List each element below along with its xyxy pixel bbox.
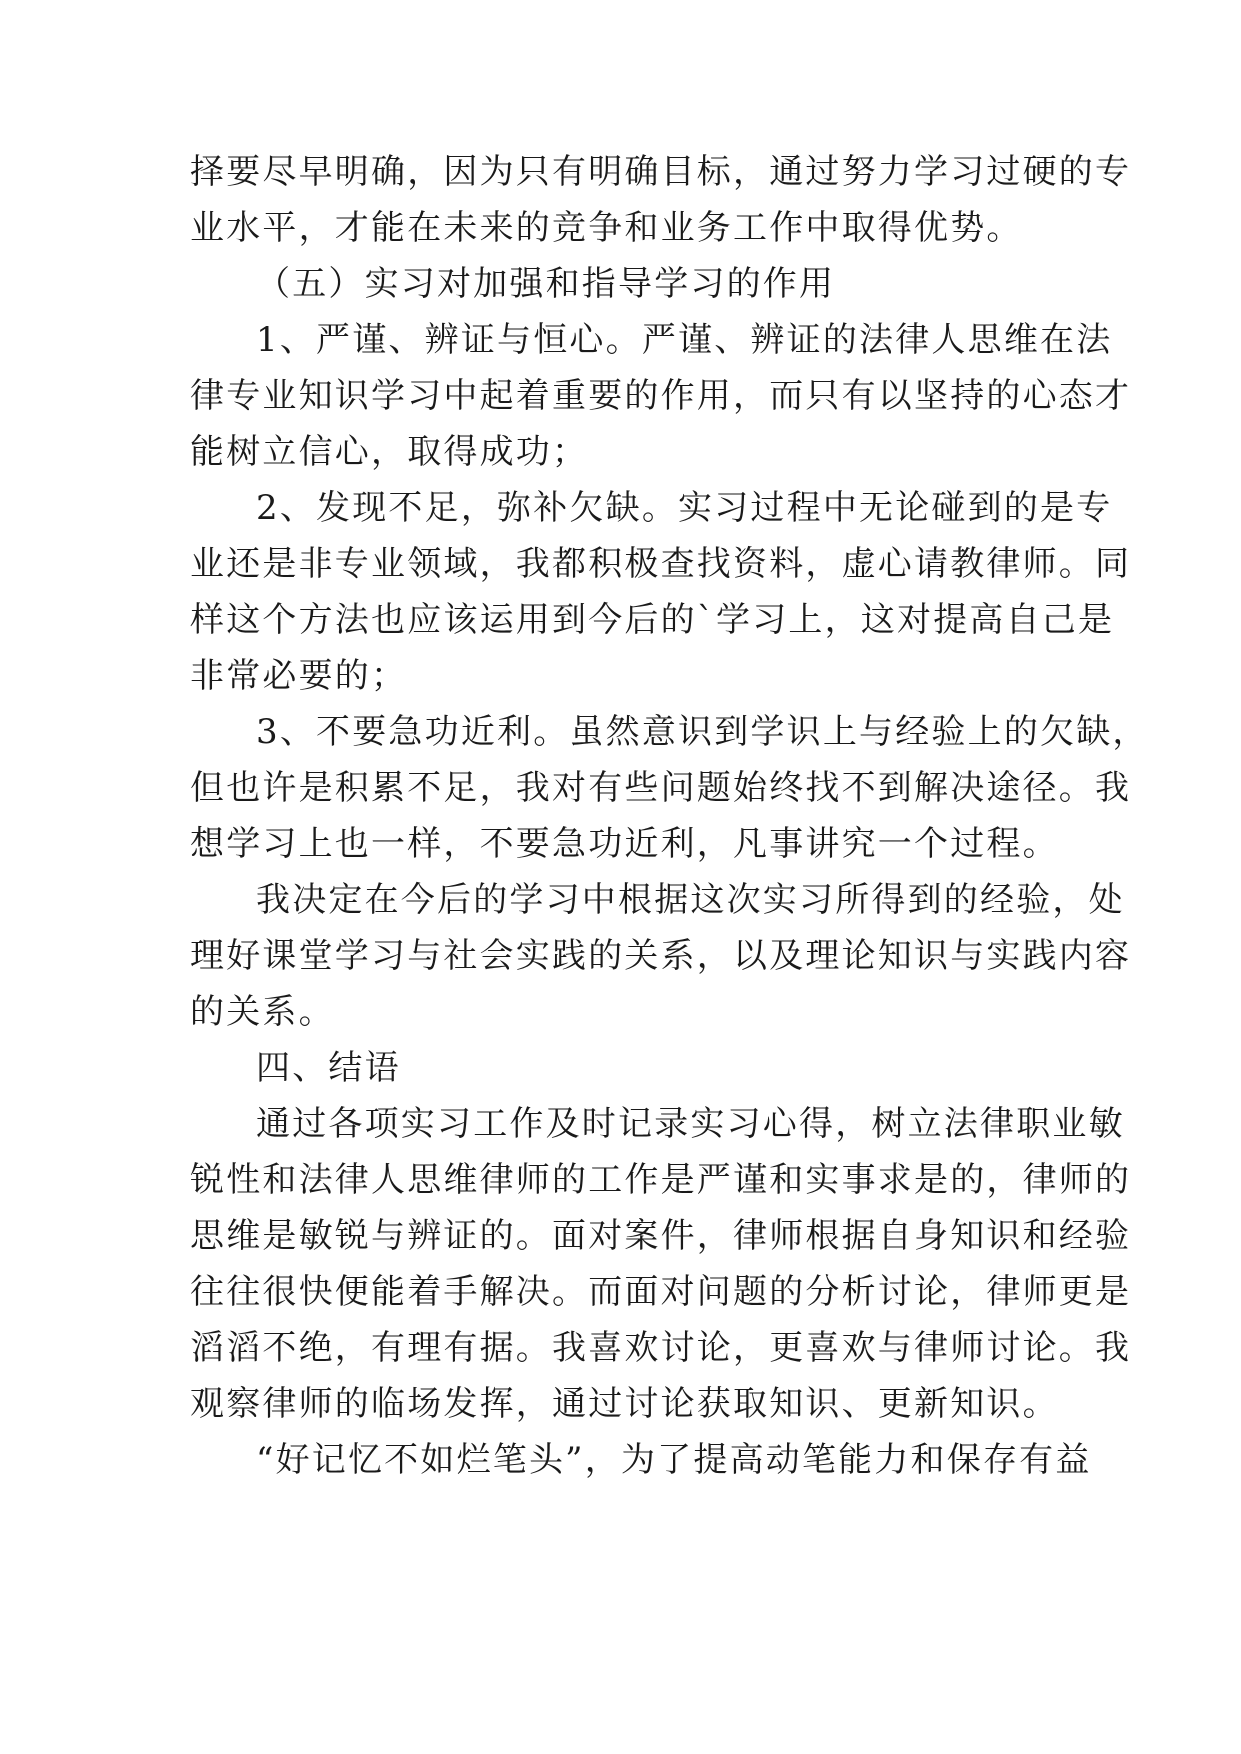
text-line: 律专业知识学习中起着重要的作用，而只有以坚持的心态才 bbox=[190, 376, 1132, 416]
text-line: 理好课堂学习与社会实践的关系，以及理论知识与实践内容 bbox=[190, 936, 1132, 976]
section-heading: （五）实习对加强和指导学习的作用 bbox=[256, 264, 836, 304]
text-line: 但也许是积累不足，我对有些问题始终找不到解决途径。我 bbox=[190, 768, 1132, 808]
text-line: 的关系。 bbox=[190, 992, 335, 1032]
text-line: 往往很快便能着手解决。而面对问题的分析讨论，律师更是 bbox=[190, 1272, 1132, 1312]
text-line: 我决定在今后的学习中根据这次实习所得到的经验，处 bbox=[256, 880, 1125, 920]
text-line: 想学习上也一样，不要急功近利，凡事讲究一个过程。 bbox=[190, 824, 1059, 864]
text-line: 能树立信心，取得成功； bbox=[190, 432, 589, 472]
text-line: 业还是非专业领域，我都积极查找资料，虚心请教律师。同 bbox=[190, 544, 1132, 584]
text-line: 2、发现不足，弥补欠缺。实习过程中无论碰到的是专 bbox=[256, 488, 1113, 528]
text-line: 思维是敏锐与辨证的。面对案件，律师根据自身知识和经验 bbox=[190, 1216, 1132, 1256]
text-line: 样这个方法也应该运用到今后的`学习上，这对提高自己是 bbox=[190, 600, 1115, 640]
text-line: 非常必要的； bbox=[190, 656, 408, 696]
text-line: 通过各项实习工作及时记录实习心得，树立法律职业敏 bbox=[256, 1104, 1125, 1144]
text-line: 3、不要急功近利。虽然意识到学识上与经验上的欠缺， bbox=[256, 712, 1149, 752]
text-line: 择要尽早明确，因为只有明确目标，通过努力学习过硬的专 bbox=[190, 152, 1132, 192]
section-heading: 四、结语 bbox=[256, 1048, 401, 1088]
text-line: 业水平，才能在未来的竞争和业务工作中取得优势。 bbox=[190, 208, 1023, 248]
text-line: “好记忆不如烂笔头”，为了提高动笔能力和保存有益 bbox=[256, 1440, 1092, 1480]
text-line: 1、严谨、辨证与恒心。严谨、辨证的法律人思维在法 bbox=[256, 320, 1113, 360]
text-line: 观察律师的临场发挥，通过讨论获取知识、更新知识。 bbox=[190, 1384, 1059, 1424]
text-line: 滔滔不绝，有理有据。我喜欢讨论，更喜欢与律师讨论。我 bbox=[190, 1328, 1132, 1368]
text-line: 锐性和法律人思维律师的工作是严谨和实事求是的，律师的 bbox=[190, 1160, 1132, 1200]
